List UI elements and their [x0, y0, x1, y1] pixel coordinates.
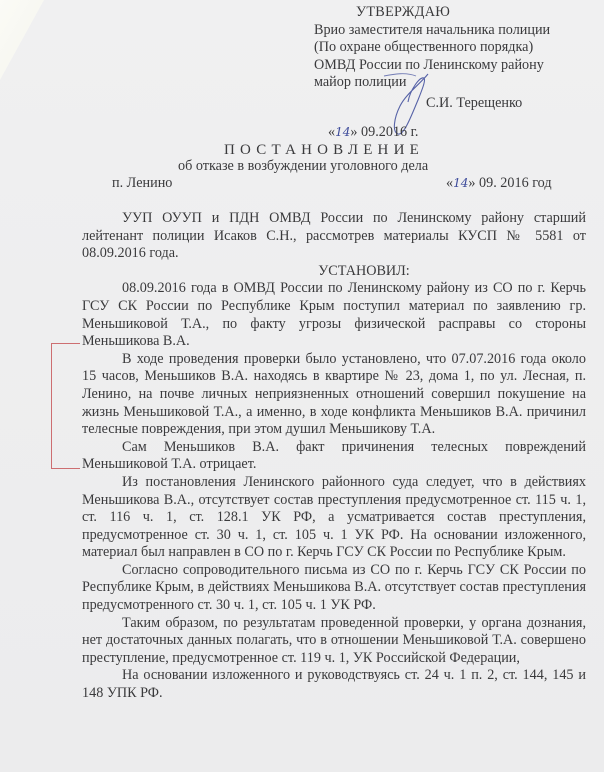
intro-paragraph: УУП ОУУП и ПДН ОМВД России по Ленинскому району старший лейтенант полиции Исаков С.Н., рассмотрев материалы КУСП № 5581 от 08.09.2016 года.	[82, 210, 586, 262]
folded-corner	[0, 0, 44, 80]
approval-heading: УТВЕРЖДАЮ	[356, 4, 451, 20]
body-paragraph: Таким образом, по результатам проведенной проверки, у органа дознания, нет достаточных данных полагать, что в отношении Меньшиковой Т.А. совершено преступление, предусмотренное ст. 119 ч. 1, УК Российской Федерации,	[82, 614, 586, 666]
document-date: «14» 09. 2016 год	[446, 175, 552, 191]
approval-line: (По охране общественного порядка)	[314, 39, 534, 56]
document-place: п. Ленино	[112, 175, 173, 191]
approval-signer: С.И. Терещенко	[426, 94, 523, 111]
approval-block	[314, 4, 604, 113]
document-title: ПОСТАНОВЛЕНИЕ	[224, 142, 424, 158]
handwritten-day: 14	[453, 176, 469, 190]
body-paragraph: Согласно сопроводительного письма из СО по г. Керчь ГСУ СК России по Республике Крым, в действиях Меньшикова В.А. отсутствует состав преступления предусмотренного ст. 30 ч. 1, ст. 105 ч. 1 УК РФ.	[82, 561, 586, 614]
body-paragraph: В ходе проведения проверки было установлено, что 07.07.2016 года около 15 часов, Меньшиков В.А. находясь в квартире № 23, дома 1, по ул. Лесная, п. Ленино, на почве личных неприязненных отношений совершил покушение на жизнь Меньшиковой Т.А., а именно, в ходе конфликта Меньшиков В.А. причинил телесные повреждения, при этом душил Меньшикову Т.А.	[82, 350, 586, 438]
approval-line: Врио заместителя начальника полиции	[314, 21, 551, 38]
red-bracket-annotation	[51, 343, 80, 469]
handwritten-day: 14	[335, 125, 351, 139]
body-paragraph: Сам Меньшиков В.А. факт причинения телесных повреждений Меньшиковой Т.А. отрицает.	[82, 438, 586, 473]
body-paragraph: 08.09.2016 года в ОМВД России по Ленинскому району из СО по г. Керчь ГСУ СК России по Республике Крым поступил материал по заявлению гр. Меньшиковой Т.А., по факту угрозы физической расправы со стороны Меньшикова В.А.	[82, 280, 586, 350]
document-body	[82, 210, 586, 703]
established-heading: УСТАНОВИЛ:	[318, 262, 410, 279]
approval-line: ОМВД России по Ленинскому району	[314, 56, 544, 73]
approval-date: «14» 09.2016 г.	[328, 124, 419, 140]
document-subtitle: об отказе в возбуждении уголовного дела	[178, 158, 429, 174]
body-paragraph: Из постановления Ленинского районного суда следует, что в действиях Меньшикова В.А., отсутствует состав преступления предусмотренное ст. 115 ч. 1, ст. 116 ч. 1, ст. 128.1 УК РФ, а усматривается состав преступления, предусмотренное ст. 30 ч. 1, ст. 105 ч. 1 УК РФ. На основании изложенного, материал был направлен в СО по г. Керчь ГСУ СК России по Республике Крым.	[82, 473, 586, 561]
body-paragraph: На основании изложенного и руководствуясь ст. 24 ч. 1 п. 2, ст. 144, 145 и 148 УПК РФ.	[82, 667, 586, 702]
approval-line: майор полиции	[314, 74, 407, 91]
